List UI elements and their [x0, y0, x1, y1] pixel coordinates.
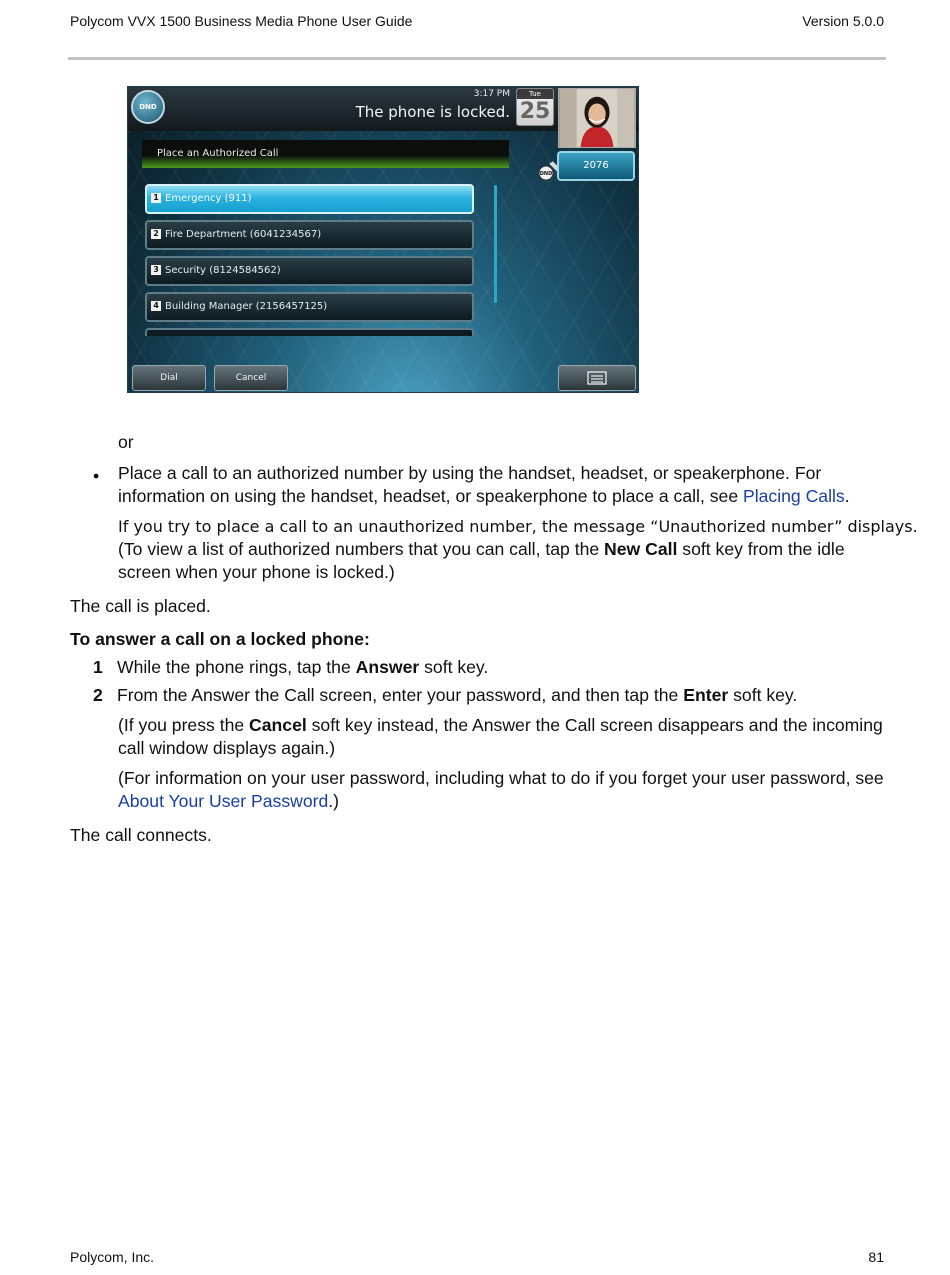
- password-text: (For information on your user password, including what to do if you forget your user password, see: [118, 768, 884, 788]
- item-number: 4: [151, 301, 161, 311]
- view-list-paragraph: [118, 538, 898, 584]
- bullet-icon: •: [93, 466, 100, 486]
- authorized-number-item[interactable]: [145, 256, 474, 286]
- cancel-softkey[interactable]: Cancel: [214, 365, 288, 391]
- step-2-text: [117, 684, 797, 707]
- authorized-number-item[interactable]: [145, 292, 474, 322]
- phone-screenshot: [127, 86, 639, 393]
- list-scrollbar[interactable]: [494, 185, 497, 303]
- answer-heading: To answer a call on a locked phone:: [70, 629, 370, 649]
- item-label: Security (8124584562): [165, 265, 281, 276]
- svg-text:DND: DND: [539, 171, 553, 177]
- menu-icon: [587, 371, 607, 385]
- item-label: Emergency (911): [165, 193, 252, 204]
- bullet-paragraph: [118, 462, 888, 508]
- cancel-text: soft key instead, the Answer the Call screen disappears and the incoming: [306, 715, 883, 735]
- calendar-day: Tue: [517, 89, 553, 99]
- footer-company: Polycom, Inc.: [70, 1249, 155, 1265]
- authorized-number-item[interactable]: [145, 220, 474, 250]
- call-connects-text: The call connects.: [70, 825, 212, 845]
- phone-time: 3:17 PM: [473, 89, 510, 99]
- about-password-link[interactable]: About Your User Password: [118, 791, 329, 811]
- step-number: 2: [93, 685, 103, 705]
- header-title: Polycom VVX 1500 Business Media Phone User Guide: [70, 13, 413, 29]
- bullet-text-line1: Place a call to an authorized number by using the handset, headset, or speakerphone. For: [118, 463, 822, 483]
- cancel-text: (If you press the: [118, 715, 250, 735]
- step-text: While the phone rings, tap the: [117, 657, 356, 677]
- item-label: Fire Department (6041234567): [165, 229, 322, 240]
- item-number: 3: [151, 265, 161, 275]
- cancel-text: call window displays again.): [118, 738, 336, 758]
- unauthorized-note: If you try to place a call to an unauthorized number, the message “Unauthorized number” displays.: [118, 517, 918, 536]
- page-number: 81: [868, 1249, 884, 1265]
- new-call-softkey-name: New Call: [604, 539, 678, 559]
- item-label: Building Manager (2156457125): [165, 301, 328, 312]
- cancel-softkey-name: Cancel: [249, 715, 307, 735]
- header-divider: [68, 57, 886, 60]
- phone-locked-message: The phone is locked.: [355, 103, 510, 121]
- calendar-date: 25: [519, 99, 551, 124]
- period: .: [844, 486, 850, 506]
- or-text: or: [118, 432, 134, 452]
- password-note: [118, 767, 908, 813]
- step-number: 1: [93, 657, 103, 677]
- line-key-extension[interactable]: 2076: [557, 151, 635, 181]
- cancel-note: [118, 714, 898, 760]
- view-text: soft key from the idle: [677, 539, 845, 559]
- dnd-icon[interactable]: DND: [131, 90, 165, 124]
- step-1-text: [117, 656, 488, 679]
- answer-softkey-name: Answer: [355, 657, 420, 677]
- item-number: 2: [151, 229, 161, 239]
- calendar-icon: [516, 88, 554, 126]
- contact-photo: [558, 88, 636, 148]
- dial-softkey[interactable]: Dial: [132, 365, 206, 391]
- step-text: soft key.: [419, 657, 489, 677]
- password-text: .): [328, 791, 340, 811]
- view-text: screen when your phone is locked.): [118, 562, 395, 582]
- list-item-partial[interactable]: [145, 328, 474, 336]
- authorized-number-item[interactable]: [145, 184, 474, 214]
- placing-calls-link[interactable]: Placing Calls: [743, 486, 845, 506]
- step-text: soft key.: [728, 685, 798, 705]
- header-version: Version 5.0.0: [802, 13, 884, 29]
- menu-softkey[interactable]: [558, 365, 636, 391]
- authorized-call-title: Place an Authorized Call: [142, 140, 509, 168]
- view-text: (To view a list of authorized numbers that you can call, tap the: [118, 539, 605, 559]
- call-placed-text: The call is placed.: [70, 596, 211, 616]
- item-number: 1: [151, 193, 161, 203]
- bullet-text-line2: information on using the handset, headset, or speakerphone to place a call, see: [118, 486, 743, 506]
- enter-softkey-name: Enter: [683, 685, 729, 705]
- step-text: From the Answer the Call screen, enter your password, and then tap the: [117, 685, 684, 705]
